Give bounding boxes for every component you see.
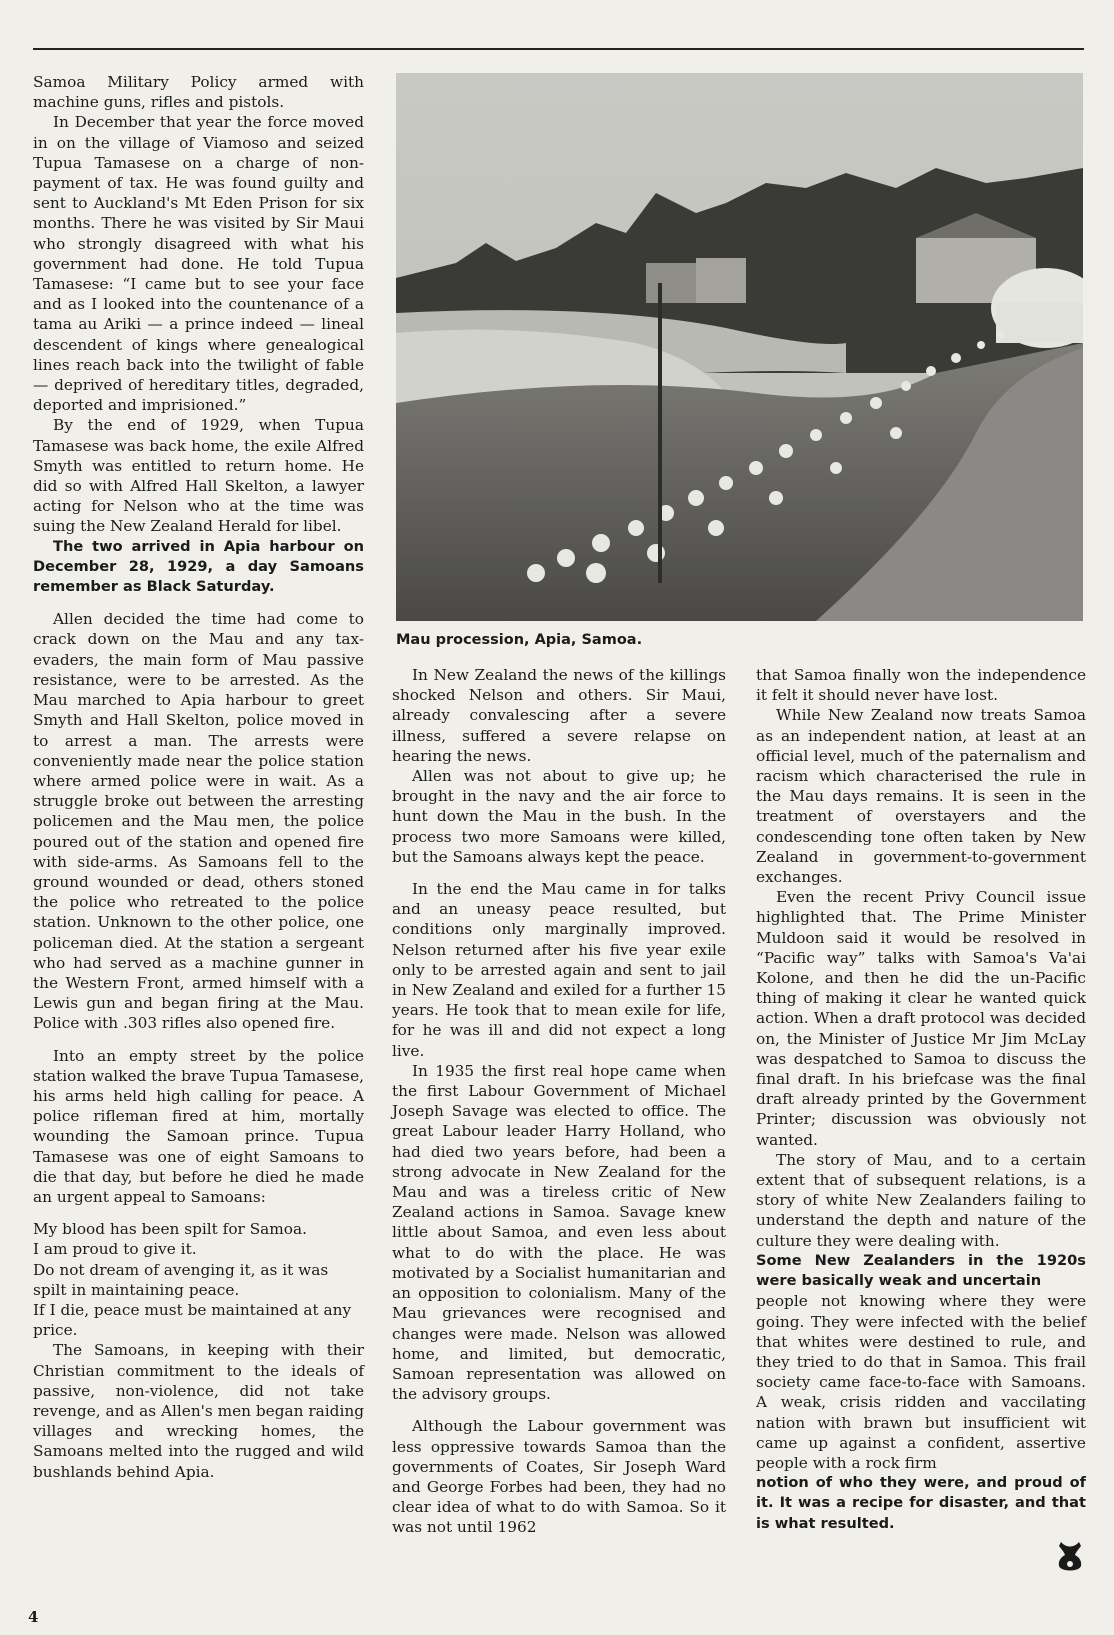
column-1	[33, 72, 364, 1482]
end-of-article-icon	[1057, 1540, 1083, 1574]
photo-caption: Mau procession, Apia, Samoa.	[396, 632, 643, 648]
paragraph: In 1935 the first real hope came when the first Labour Government of Michael Joseph Savage was elected to office. The great Labour leader Harry Holland, who had died two years before, had been a strong advocate in New Zealand for the Mau and was a tireless critic of New Zealand actions in Samoa. Savage knew little about Samoa, and even less about what to do with the place. He was motivated by a Socialist humanitarian and an opposition to colonialism. Many of the Mau grievances were recognised and changes were made. Nelson was allowed home, and limited, but democratic, Samoan representation was allowed on the advisory groups.	[392, 1061, 726, 1404]
top-rule	[33, 48, 1084, 50]
paragraph: Even the recent Privy Council issue highlighted that. The Prime Minister Muldoon said it would be resolved in “Pacific way” talks with Samoa's Va'ai Kolone, and then he did the un-Pacific thing of making it clear he wanted quick action. When a draft protocol was decided on, the Minister of Justice Mr Jim McLay was despatched to Samoa to discuss the final draft. In his briefcase was the final draft already printed by the Government Printer; discussion was obviously not wanted.	[756, 888, 1086, 1149]
poem-line: My blood has been spilt for Samoa.	[33, 1220, 307, 1239]
paragraph: In December that year the force moved in on the village of Viamoso and seized Tupua Tamasese on a charge of non-payment of tax. He was found guilty and sent to Auckland's Mt Eden Prison for six months. There he was visited by Sir Maui who strongly disagreed with what his government had done. He told Tupua Tamasese: “I came but to see your face and as I looked into the countenance of a tama au Ariki — a prince indeed — lineal descendent of kings where genealogical lines reach back into the twilight of fable — deprived of hereditary titles, degraded, deported and imprisioned.”	[33, 113, 364, 415]
paragraph: While New Zealand now treats Samoa as an independent nation, at least at an official level, much of the paternalism and racism which characterised the rule in the Mau days remains. It is seen in the treatment of overstayers and the condescending tone often taken by New Zealand in government-to-government exchanges.	[756, 706, 1086, 887]
paragraph: that Samoa finally won the independence it felt it should never have lost.	[756, 666, 1086, 705]
paragraph-highlight: The two arrived in Apia harbour on December 28, 1929, a day Samoans remember as Black Saturday.	[33, 537, 364, 596]
paragraph: By the end of 1929, when Tupua Tamasese was back home, the exile Alfred Smyth was entitled to return home. He did so with Alfred Hall Skelton, a lawyer acting for Nelson who at the time was suing the New Zealand Herald for libel.	[33, 416, 364, 536]
paragraph: Allen was not about to give up; he brought in the navy and the air force to hunt down the Mau in the bush. In the process two more Samoans were killed, but the Samoans always kept the peace.	[392, 767, 726, 866]
paragraph: Allen decided the time had come to crack down on the Mau and any tax-evaders, the main form of Mau passive resistance, were to be arrested. As the Mau marched to Apia harbour to greet Smyth and Hall Skelton, police moved in to arrest a man. The arrests were conveniently made near the police station where armed police were in wait. As a struggle broke out between the arresting policemen and the Mau men, the police poured out of the station and opened fire with side-arms. As Samoans fell to the ground wounded or dead, others stoned the police who retreated to the police station. Unknown to the other police, one policeman died. At the station a sergeant who had served as a machine gunner in the Western Front, armed himself with a Lewis gun and began firing at the Mau. Police with .303 rifles also opened fire.	[33, 610, 364, 1033]
paragraph: In New Zealand the news of the killings shocked Nelson and others. Sir Maui, already convalescing after a severe illness, suffered a severe relapse on hearing the news.	[392, 666, 726, 765]
poem-line: I am proud to give it.	[33, 1240, 197, 1259]
paragraph: The Samoans, in keeping with their Christian commitment to the ideals of passive, non-violence, did not take revenge, and as Allen's men began raiding villages and wrecking homes, the Samoans melted into the rugged and wild bushlands behind Apia.	[33, 1341, 364, 1481]
paragraph: In the end the Mau came in for talks and an uneasy peace resulted, but conditions only marginally improved. Nelson returned after his five year exile only to be arrested again and sent to jail in New Zealand and exiled for a further 15 years. He took that to mean exile for life, for he was ill and did not expect a long live.	[392, 880, 726, 1060]
photo-illustration	[396, 73, 1083, 621]
paragraph: The story of Mau, and to a certain extent that of subsequent relations, is a story of white New Zealanders failing to understand the depth and nature of the culture they were dealing with.	[756, 1150, 1086, 1250]
column-3	[756, 665, 1086, 1534]
paragraph: Although the Labour government was less oppressive towards Samoa than the governments of Coates, Sir Joseph Ward and George Forbes had been, they had no clear idea of what to do with Samoa. So it was not until 1962	[392, 1417, 726, 1537]
paragraph-highlight: notion of who they were, and proud of it. It was a recipe for disaster, and that is what resulted.	[756, 1474, 1086, 1532]
photo-mau-procession	[396, 73, 1083, 621]
poem-line: Do not dream of avenging it, as it was spilt in maintaining peace.	[33, 1260, 329, 1299]
paragraph: people not knowing where they were going. They were infected with the belief that whites were destined to rule, and they tried to do that in Samoa. This frail society came face-to-face with Samoans. A weak, crisis ridden and vaccilating nation with brawn but insufficient wit came up against a confident, assertive people with a rock firm	[756, 1292, 1086, 1472]
page-number: 4	[28, 1608, 39, 1626]
paragraph: Into an empty street by the police station walked the brave Tupua Tamasese, his arms held high calling for peace. A police rifleman fired at him, mortally wounding the Samoan prince. Tupua Tamasese was one of eight Samoans to die that day, but before he died he made an urgent appeal to Samoans:	[33, 1046, 364, 1206]
column-2	[392, 665, 726, 1538]
poem-line: If I die, peace must be maintained at any price.	[33, 1300, 352, 1340]
paragraph: Samoa Military Policy armed with machine guns, rifles and pistols.	[33, 73, 364, 112]
paragraph-highlight: Some New Zealanders in the 1920s were basically weak and uncertain	[756, 1251, 1086, 1290]
poem	[33, 1219, 364, 1340]
